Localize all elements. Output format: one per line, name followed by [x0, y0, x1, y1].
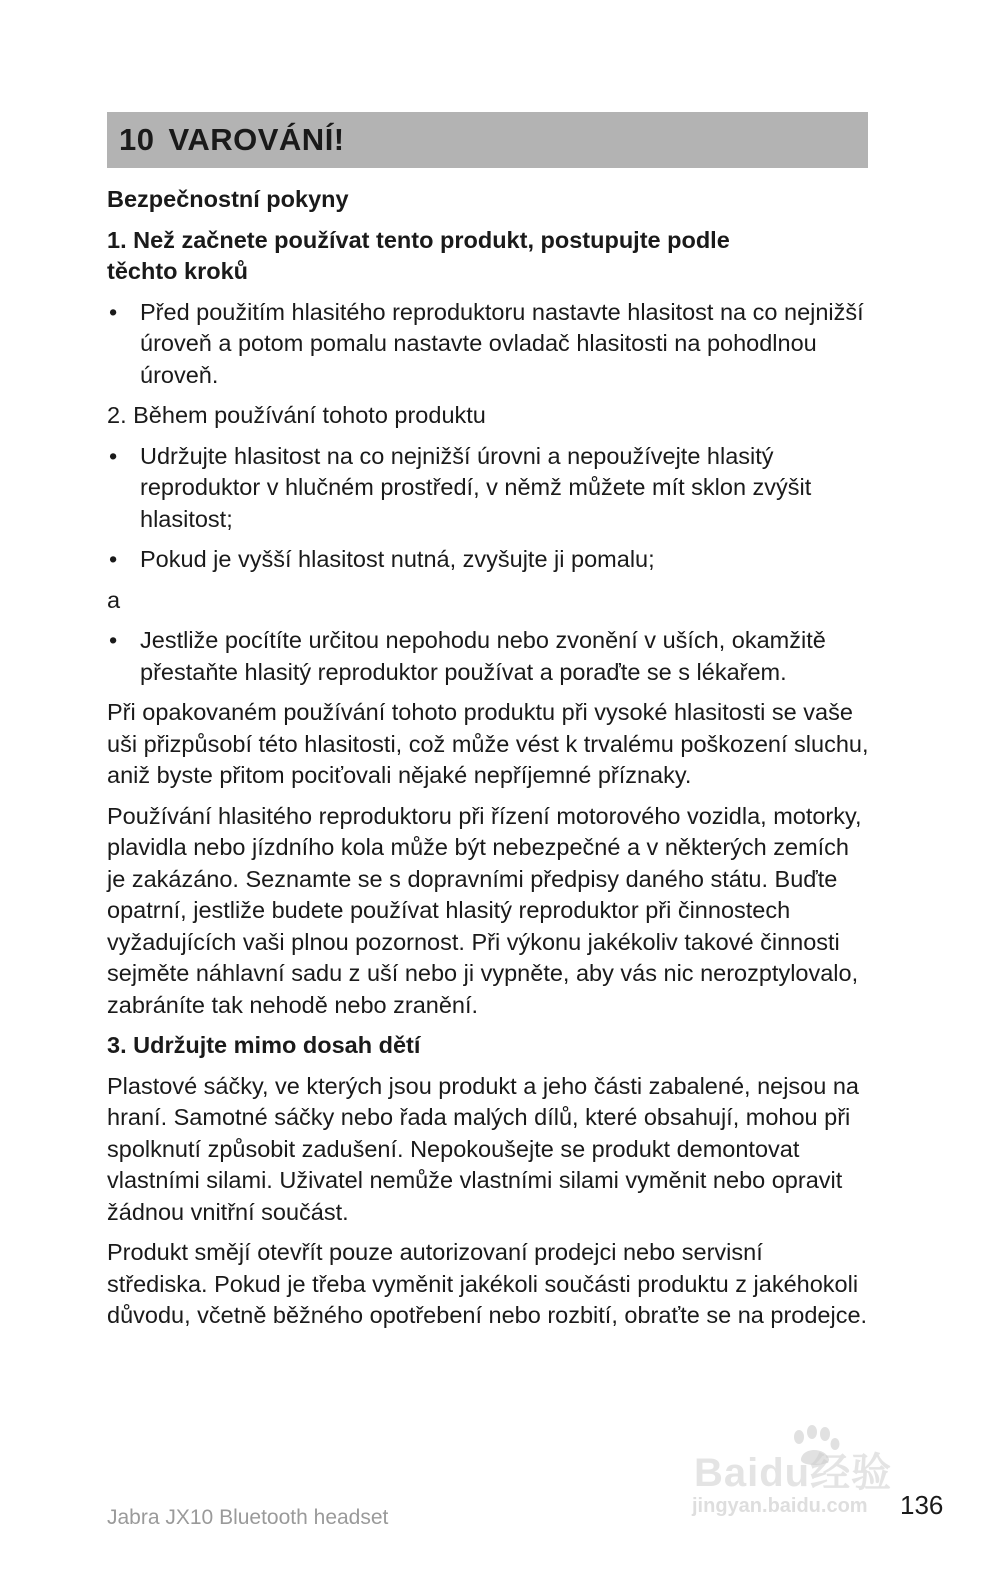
connector-text: a	[107, 586, 121, 613]
list-item-text: Pokud je vyšší hlasitost nutná, zvyšujte ji pomalu;	[140, 546, 655, 572]
chapter-number: 10	[119, 122, 155, 157]
list-item-text: Jestliže pocítíte určitou nepohodu nebo zvonění v uších, okamžitě přestaňte hlasitý reproduktor používat a poraďte se s lékařem.	[140, 627, 826, 685]
watermark-logo: Baidu经验	[694, 1451, 893, 1495]
footer-product-name: Jabra JX10 Bluetooth headset	[107, 1506, 389, 1529]
list-item-text: Udržujte hlasitost na co nejnižší úrovni a nepoužívejte hlasitý reproduktor v hlučném prostředí, v němž můžete mít sklon zvýšit hlasitost;	[140, 442, 812, 532]
step3-heading: 3. Udržujte mimo dosah dětí	[107, 1032, 421, 1058]
watermark-url: jingyan.baidu.com	[692, 1495, 868, 1517]
section-title: Bezpečnostní pokyny	[107, 186, 349, 212]
step1-heading-line1: 1. Než začnete používat tento produkt, postupujte podle	[107, 226, 730, 253]
list-item	[107, 441, 869, 536]
list-item-text: Před použitím hlasitého reproduktoru nastavte hlasitost na co nejnižší úroveň a potom pomalu nastavte ovladač hlasitosti na pohodlnou úroveň.	[140, 298, 864, 388]
bullet-icon: •	[109, 442, 118, 469]
step1-heading-line2: těchto kroků	[107, 258, 249, 284]
list-item	[107, 544, 869, 576]
page-number: 136	[900, 1490, 944, 1520]
step1-heading	[107, 225, 869, 288]
list-item	[107, 297, 869, 392]
bullet-icon: •	[109, 546, 118, 572]
paragraph: Používání hlasitého reproduktoru při řízení motorového vozidla, motorky, plavidla nebo jízdního kola může být nebezpečné a v některých zemích je zakázáno. Seznamte se s dopravními předpisy daného státu. Buďte opatrní, jestliže budete používat hlasitý reproduktor při činnostech vyžadujících vaši plnou pozornost. Při výkonu jakékoliv takové činnosti sejměte náhlavní sadu z uší nebo ji vypněte, aby vás nic nerozptylovalo, zabráníte tak nehodě nebo zranění.	[107, 802, 862, 1018]
paragraph: Při opakovaném používání tohoto produktu při vysoké hlasitosti se vaše uši přizpůsobí této hlasitosti, což může vést k trvalému poškození sluchu, aniž byste přitom pociťovali nějaké nepříjemné příznaky.	[107, 699, 869, 788]
paragraph: Produkt smějí otevřít pouze autorizovaní prodejci nebo servisní střediska. Pokud je třeba vyměnit jakékoli součásti produktu z jakéhokoli důvodu, včetně běžného opotřebení nebo rozbití, obraťte se na prodejce.	[107, 1239, 868, 1328]
bullet-icon: •	[109, 627, 118, 653]
list-item	[107, 625, 869, 688]
step2-heading: 2. Během používání tohoto produktu	[107, 402, 486, 428]
bullet-icon: •	[109, 298, 118, 325]
paragraph: Plastové sáčky, ve kterých jsou produkt a jeho části zabalené, nejsou na hraní. Samotné sáčky nebo řada malých dílů, které obsahují, mohou při spolknutí způsobit zadušení. Nepokoušejte se produkt demontovat vlastními silami. Uživatel nemůže vlastními silami vyměnit nebo opravit žádnou vnitřní součást.	[107, 1072, 859, 1225]
chapter-header	[107, 112, 868, 168]
main-content	[107, 184, 869, 1341]
baidu-watermark	[690, 1425, 915, 1535]
chapter-title: VAROVÁNÍ!	[168, 122, 345, 157]
